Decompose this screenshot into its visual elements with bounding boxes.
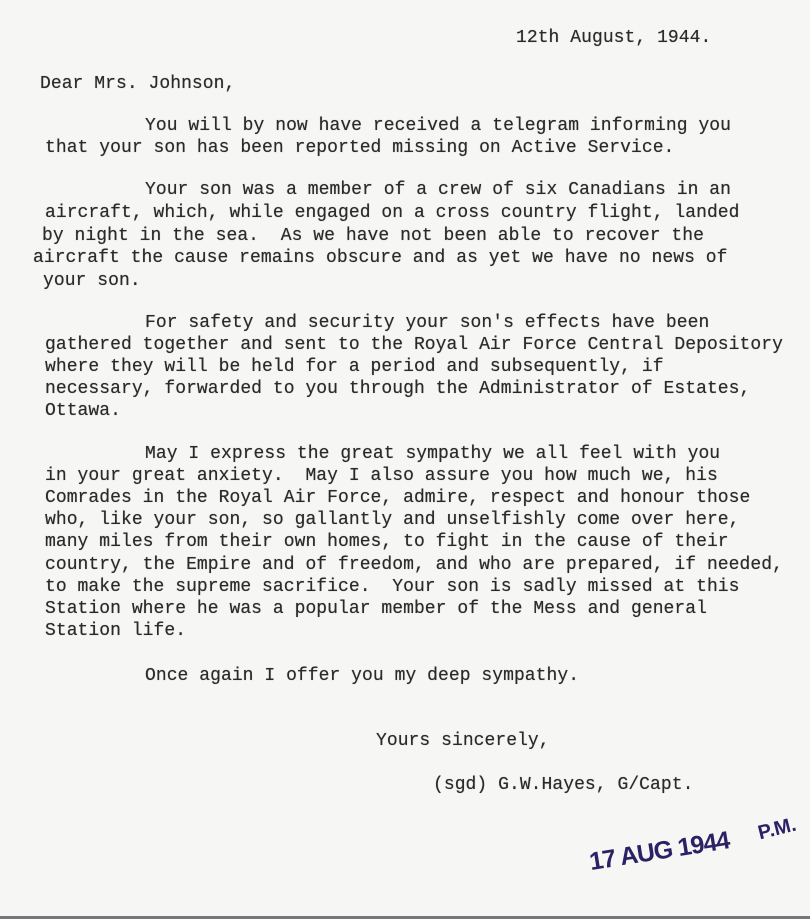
text-line: to make the supreme sacrifice. Your son is sadly missed at this [45,577,740,597]
text-line: Comrades in the Royal Air Force, admire, respect and honour those [45,488,751,508]
salutation: Dear Mrs. Johnson, [40,74,236,94]
text-line: by night in the sea. As we have not been able to recover the [42,226,704,246]
text-line: in your great anxiety. May I also assure you how much we, his [45,466,718,486]
text-line: gathered together and sent to the Royal Air Force Central Depository [45,335,783,355]
text-line: your son. [43,271,141,291]
text-line: that your son has been reported missing on Active Service. [45,138,675,158]
text-line: Your son was a member of a crew of six Canadians in an [145,180,731,200]
text-line: where they will be held for a period and subsequently, if [45,357,664,377]
closing: Yours sincerely, [376,731,550,751]
text-line: who, like your son, so gallantly and unselfishly come over here, [45,510,740,530]
letter-date: 12th August, 1944. [516,28,712,48]
text-line: Ottawa. [45,401,121,421]
signature: (sgd) G.W.Hayes, G/Capt. [433,775,694,795]
text-line: You will by now have received a telegram informing you [145,116,731,136]
text-line: For safety and security your son's effects have been [145,313,710,333]
text-line: Station where he was a popular member of the Mess and general [45,599,707,619]
text-line: aircraft the cause remains obscure and as yet we have no news of [33,248,728,268]
text-line: country, the Empire and of freedom, and who are prepared, if needed, [45,555,783,575]
received-date-stamp: 17 AUG 1944 [587,826,732,877]
text-line: necessary, forwarded to you through the Administrator of Estates, [45,379,751,399]
text-line: aircraft, which, while engaged on a cross country flight, landed [45,203,740,223]
text-line: Once again I offer you my deep sympathy. [145,666,580,686]
text-line: many miles from their own homes, to fight in the cause of their [45,532,729,552]
text-line: Station life. [45,621,187,641]
received-time-stamp: P.M. [755,813,799,845]
text-line: May I express the great sympathy we all feel with you [145,444,721,464]
